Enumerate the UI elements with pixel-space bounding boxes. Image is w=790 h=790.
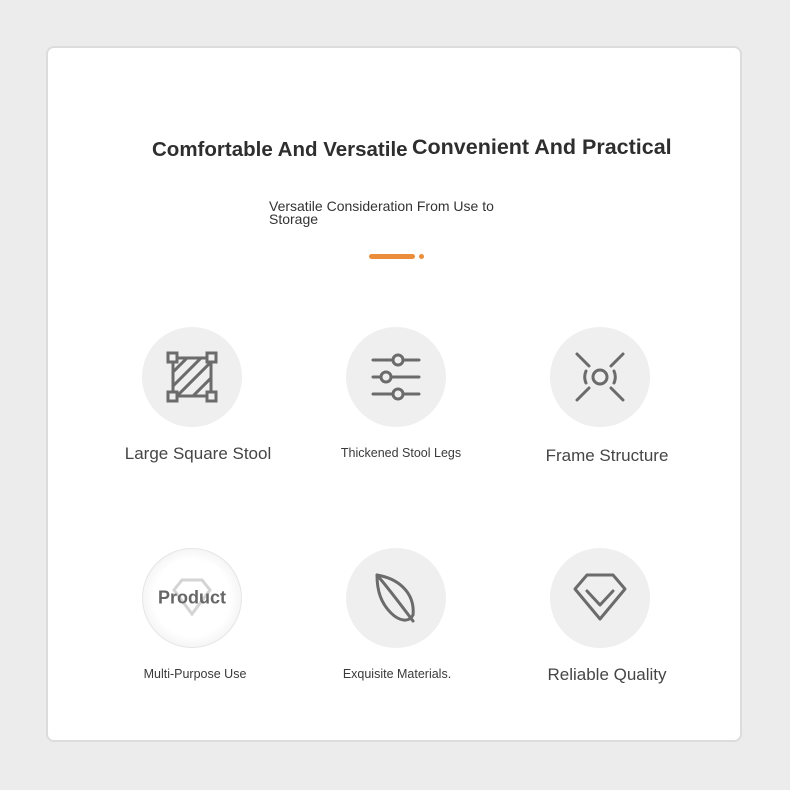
feature-label: Frame Structure [545,446,669,465]
feature-icon-circle [142,548,242,648]
accent-divider-bar [369,254,415,259]
feature-icon-circle [142,327,242,427]
diamond-icon [571,571,629,625]
product-badge-text: Product [157,587,227,608]
subtitle: Versatile Consideration From Use to Storage [269,198,494,227]
feature-label: Large Square Stool [124,444,272,463]
feature-label: Reliable Quality [547,665,667,684]
feature-label: Thickened Stool Legs [340,446,462,460]
feature-icon-circle [550,327,650,427]
leaf-icon [369,571,423,625]
feature-icon-circle [550,548,650,648]
accent-divider-dot [419,254,424,259]
headline-right: Convenient And Practical [412,135,672,159]
feature-label: Multi-Purpose Use [143,667,247,681]
feature-icon-circle [346,327,446,427]
sliders-icon [369,350,423,404]
headline-left: Comfortable And Versatile [152,138,408,161]
aperture-icon [573,350,627,404]
square-frame-icon [165,350,219,404]
feature-card [46,46,742,742]
feature-icon-circle [346,548,446,648]
feature-label: Exquisite Materials. [342,667,452,681]
